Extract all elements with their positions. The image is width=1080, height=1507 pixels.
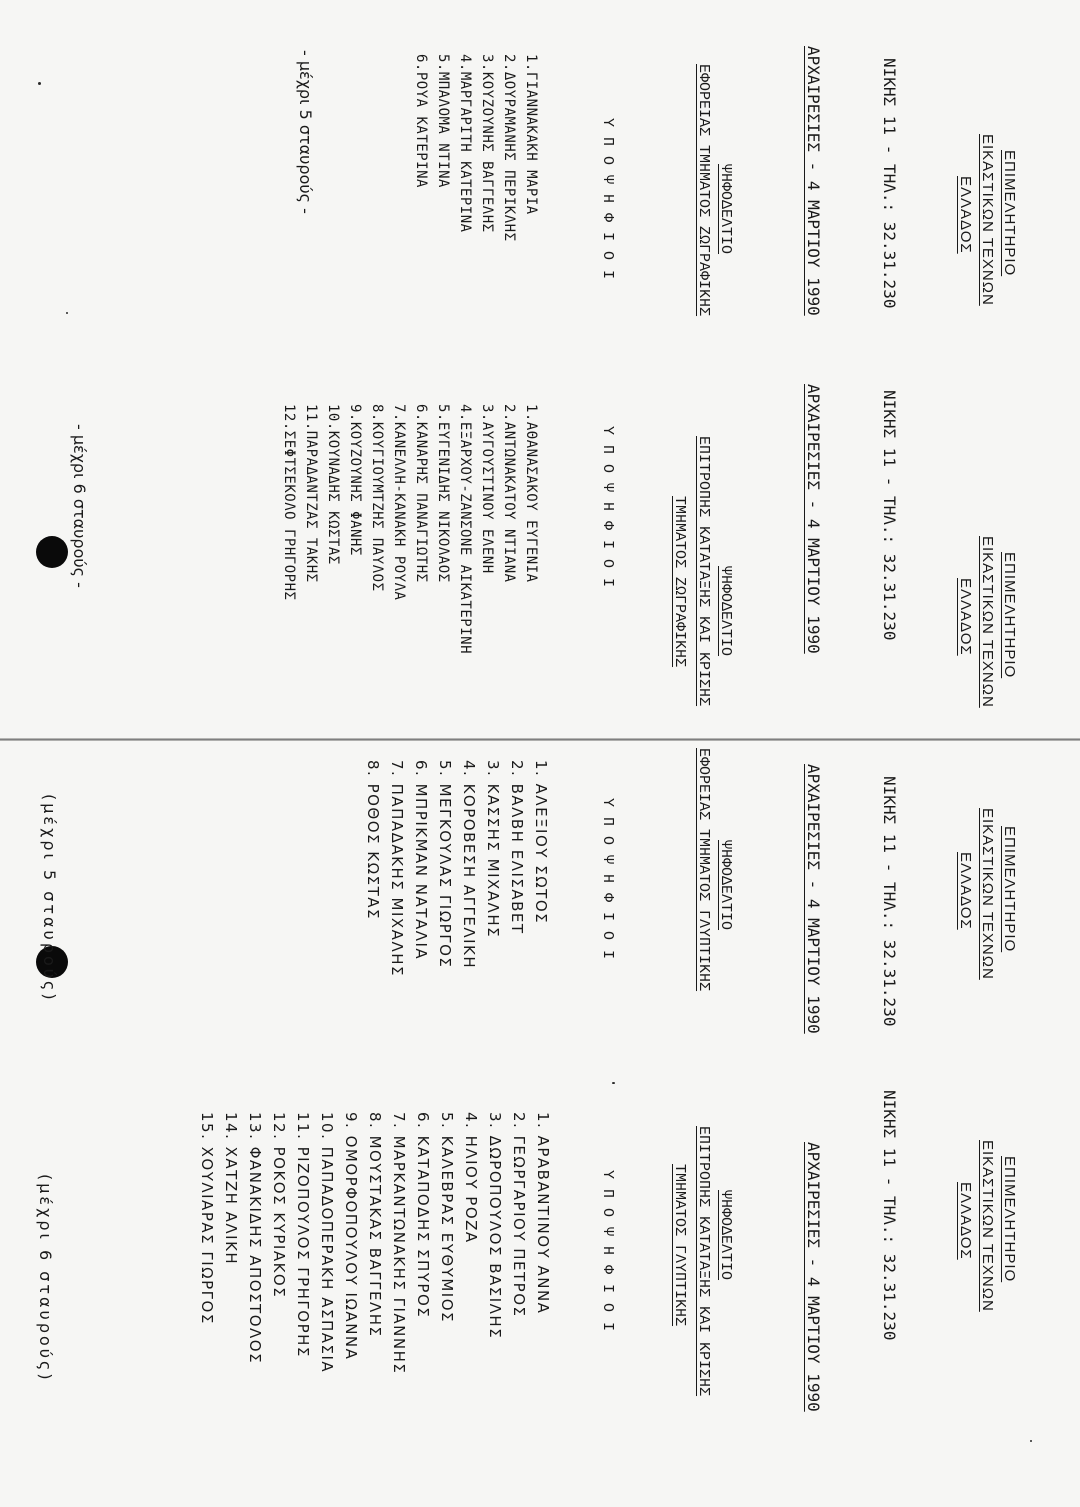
chamber-name: ΕΠΙΜΕΛΗΤΗΡΙΟ: [1001, 826, 1018, 953]
candidate-item: 6. ΚΑΤΑΠΟΔΗΣ ΣΠΥΡΟΣ: [414, 1112, 432, 1319]
candidate-item: 2. ΒΑΛΒΗ ΕΛΙΣΑΒΕΤ: [508, 760, 526, 935]
candidates-heading: ΥΠΟΨΗΦΙΟΙ: [599, 118, 616, 290]
ballot-label: ΨΗΦΟΔΕΛΤΙΟ: [717, 164, 734, 255]
candidate-item: 5.ΜΠΑΛΟΜΑ ΝΤΙΝΑ: [435, 54, 451, 188]
country-name: ΕΛΛΑΔΟΣ: [957, 578, 974, 656]
arts-name: ΕΙΚΑΣΤΙΚΩΝ ΤΕΧΝΩΝ: [979, 1140, 996, 1312]
ballot-body-section: ΤΜΗΜΑΤΟΣ ΓΛΥΠΤΙΚΗΣ: [671, 1164, 688, 1327]
candidates-heading: ΥΠΟΨΗΦΙΟΙ: [599, 798, 616, 970]
address-phone: ΝΙΚΗΣ 11 - ΤΗΛ.: 32.31.230: [880, 1090, 899, 1341]
candidate-item: 7. ΠΑΠΑΔΑΚΗΣ ΜΙΧΑΛΗΣ: [388, 760, 406, 977]
ballot-body: ΕΠΙΤΡΟΠΗΣ ΚΑΤΑΤΑΞΗΣ ΚΑΙ ΚΡΙΣΗΣ: [695, 1126, 712, 1397]
election-date: ΑΡΧΑΙΡΕΣΙΕΣ - 4 ΜΑΡΤΙΟΥ 1990: [804, 1142, 823, 1412]
fold-line: [0, 738, 1080, 741]
candidate-item: 15. ΧΟΥΛΙΑΡΑΣ ΓΙΩΡΓΟΣ: [198, 1112, 216, 1325]
address-phone: ΝΙΚΗΣ 11 - ΤΗΛ.: 32.31.230: [880, 776, 899, 1027]
max-crosses-note: - μέχρι 5 σταυρούς -: [296, 50, 315, 214]
candidate-item: 4. ΚΟΡΟΒΕΣΗ ΑΓΓΕΛΙΚΗ: [460, 760, 478, 970]
candidate-item: 2.ΔΟΥΡΑΜΑΝΗΣ ΠΕΡΙΚΛΗΣ: [501, 54, 517, 242]
chamber-name: ΕΠΙΜΕΛΗΤΗΡΙΟ: [1001, 1156, 1018, 1283]
election-date: ΑΡΧΑΙΡΕΣΙΕΣ - 4 ΜΑΡΤΙΟΥ 1990: [804, 764, 823, 1034]
scan-speck: [1030, 1440, 1032, 1442]
candidate-item: 6.ΚΑΝΑΡΗΣ ΠΑΝΑΓΙΩΤΗΣ: [413, 404, 429, 583]
ballot-label: ΨΗΦΟΔΕΛΤΙΟ: [717, 1190, 734, 1281]
candidate-item: 5.ΕΥΓΕΝΙΔΗΣ ΝΙΚΟΛΑΟΣ: [435, 404, 451, 583]
country-name: ΕΛΛΑΔΟΣ: [957, 1182, 974, 1260]
candidate-item: 13. ΦΑΝΑΚΙΔΗΣ ΑΠΟΣΤΟΛΟΣ: [246, 1112, 264, 1365]
candidate-item: 14. ΧΑΤΖΗ ΑΛΙΚΗ: [222, 1112, 240, 1266]
chamber-name: ΕΠΙΜΕΛΗΤΗΡΙΟ: [1001, 552, 1018, 679]
chamber-name: ΕΠΙΜΕΛΗΤΗΡΙΟ: [1001, 150, 1018, 277]
candidate-item: 9. ΟΜΟΡΦΟΠΟΥΛΟΥ ΙΩΑΝΝΑ: [342, 1112, 360, 1361]
candidate-item: 8.ΚΟΥΓΙΟΥΜΤΖΗΣ ΠΑΥΛΟΣ: [369, 404, 385, 592]
candidate-item: 6. ΜΠΡΙΚΜΑΝ ΝΑΤΑΛΙΑ: [412, 760, 430, 961]
max-crosses-note: (μέχρι 5 σταυρούς): [40, 794, 59, 1003]
candidate-item: 4.ΕΞΑΡΧΟΥ-ΖΑΝΣΟΝΕ ΑΙΚΑΤΕΡΙΝΗ: [457, 404, 473, 655]
candidate-item: 3. ΚΑΣΣΗΣ ΜΙΧΑΛΗΣ: [484, 760, 502, 939]
country-name: ΕΛΛΑΔΟΣ: [957, 176, 974, 254]
candidate-item: 3.ΑΥΓΟΥΣΤΙΝΟΥ ΕΛΕΝΗ: [479, 404, 495, 574]
candidate-item: 11. ΡΙΖΟΠΟΥΛΟΣ ΓΡΗΓΟΡΗΣ: [294, 1112, 312, 1358]
election-date: ΑΡΧΑΙΡΕΣΙΕΣ - 4 ΜΑΡΤΙΟΥ 1990: [804, 384, 823, 654]
punch-hole: [36, 536, 68, 568]
candidate-item: 1.ΓΙΑΝΝΑΚΑΚΗ ΜΑΡΙΑ: [523, 54, 539, 215]
candidate-item: 8. ΡΟΘΟΣ ΚΩΣΤΑΣ: [364, 760, 382, 920]
candidates-heading: ΥΠΟΨΗΦΙΟΙ: [599, 1170, 616, 1342]
candidate-item: 1. ΑΛΕΞΙΟΥ ΣΩΤΟΣ: [532, 760, 550, 925]
ballot-body: ΕΦΟΡΕΙΑΣ ΤΜΗΜΑΤΟΣ ΖΩΓΡΑΦΙΚΗΣ: [695, 64, 712, 317]
candidate-item: 2.ΑΝΤΩΝΑΚΑΤΟΥ ΝΤΙΑΝΑ: [501, 404, 517, 583]
candidate-item: 3.ΚΟΥΖΟΥΝΗΣ ΒΑΓΓΕΛΗΣ: [479, 54, 495, 233]
candidate-item: 3. ΔΩΡΟΠΟΥΛΟΣ ΒΑΣΙΛΗΣ: [486, 1112, 504, 1340]
max-crosses-note: (μέχρι 6 σταυρούς): [36, 1174, 55, 1383]
candidate-item: 7. ΜΑΡΚΑΝΤΩΝΑΚΗΣ ΓΙΑΝΝΗΣ: [390, 1112, 408, 1375]
candidate-item: 1. ΑΡΑΒΑΝΤΙΝΟΥ ΑΝΝΑ: [534, 1112, 552, 1315]
candidate-item: 10. ΠΑΠΑΔΟΠΕΡΑΚΗ ΑΣΠΑΣΙΑ: [318, 1112, 336, 1374]
candidate-item: 12.ΣΕΦΤΣΕΚΟΛΟ ΓΡΗΓΟΡΗΣ: [281, 404, 297, 601]
candidate-item: 12. ΡΟΚΟΣ ΚΥΡΙΑΚΟΣ: [270, 1112, 288, 1299]
max-crosses-note: - μέχρι 6 σταυρούς -: [70, 424, 89, 588]
ballot-body-section: ΤΜΗΜΑΤΟΣ ΖΩΓΡΑΦΙΚΗΣ: [671, 496, 688, 668]
scan-speck: [66, 312, 68, 314]
candidate-item: 11.ΠΑΡΑΔΑΝΤΖΑΣ ΤΑΚΗΣ: [303, 404, 319, 583]
scan-speck: [612, 1082, 615, 1084]
candidates-heading: ΥΠΟΨΗΦΙΟΙ: [599, 426, 616, 598]
arts-name: ΕΙΚΑΣΤΙΚΩΝ ΤΕΧΝΩΝ: [979, 808, 996, 980]
arts-name: ΕΙΚΑΣΤΙΚΩΝ ΤΕΧΝΩΝ: [979, 134, 996, 306]
ballot-body: ΕΦΟΡΕΙΑΣ ΤΜΗΜΑΤΟΣ ΓΛΥΠΤΙΚΗΣ: [695, 748, 712, 992]
candidate-item: 8. ΜΟΥΣΤΑΚΑΣ ΒΑΓΓΕΛΗΣ: [366, 1112, 384, 1338]
country-name: ΕΛΛΑΔΟΣ: [957, 852, 974, 930]
ballot-body: ΕΠΙΤΡΟΠΗΣ ΚΑΤΑΤΑΞΗΣ ΚΑΙ ΚΡΙΣΗΣ: [695, 436, 712, 707]
candidate-item: 10.ΚΟΥΝΑΔΗΣ ΚΩΣΤΑΣ: [325, 404, 341, 565]
address-phone: ΝΙΚΗΣ 11 - ΤΗΛ.: 32.31.230: [880, 58, 899, 309]
ballot-label: ΨΗΦΟΔΕΛΤΙΟ: [717, 566, 734, 657]
address-phone: ΝΙΚΗΣ 11 - ΤΗΛ.: 32.31.230: [880, 390, 899, 641]
arts-name: ΕΙΚΑΣΤΙΚΩΝ ΤΕΧΝΩΝ: [979, 536, 996, 708]
scan-speck: [38, 82, 41, 85]
candidate-item: 7.ΚΑΝΕΛΛΗ-ΚΑΝΑΚΗ ΡΟΥΛΑ: [391, 404, 407, 601]
candidate-item: 4. ΗΛΙΟΥ ΡΟΖΑ: [462, 1112, 480, 1244]
candidate-item: 4.ΜΑΡΓΑΡΙΤΗ ΚΑΤΕΡΙΝΑ: [457, 54, 473, 233]
candidate-item: 2. ΓΕΩΡΓΑΡΙΟΥ ΠΕΤΡΟΣ: [510, 1112, 528, 1318]
candidate-item: 9.ΚΟΥΖΟΥΝΗΣ ΦΑΝΗΣ: [347, 404, 363, 556]
candidate-item: 5. ΚΑΛΕΒΡΑΣ ΕΥΘΥΜΙΟΣ: [438, 1112, 456, 1324]
candidate-item: 6.ΡΟΥΑ ΚΑΤΕΡΙΝΑ: [413, 54, 429, 188]
candidate-item: 5. ΜΕΓΚΟΥΛΑΣ ΓΙΩΡΓΟΣ: [436, 760, 454, 969]
election-date: ΑΡΧΑΙΡΕΣΙΕΣ - 4 ΜΑΡΤΙΟΥ 1990: [804, 46, 823, 316]
ballot-label: ΨΗΦΟΔΕΛΤΙΟ: [717, 840, 734, 931]
candidate-item: 1.ΑΘΑΝΑΣΑΚΟΥ ΕΥΓΕΝΙΑ: [523, 404, 539, 583]
